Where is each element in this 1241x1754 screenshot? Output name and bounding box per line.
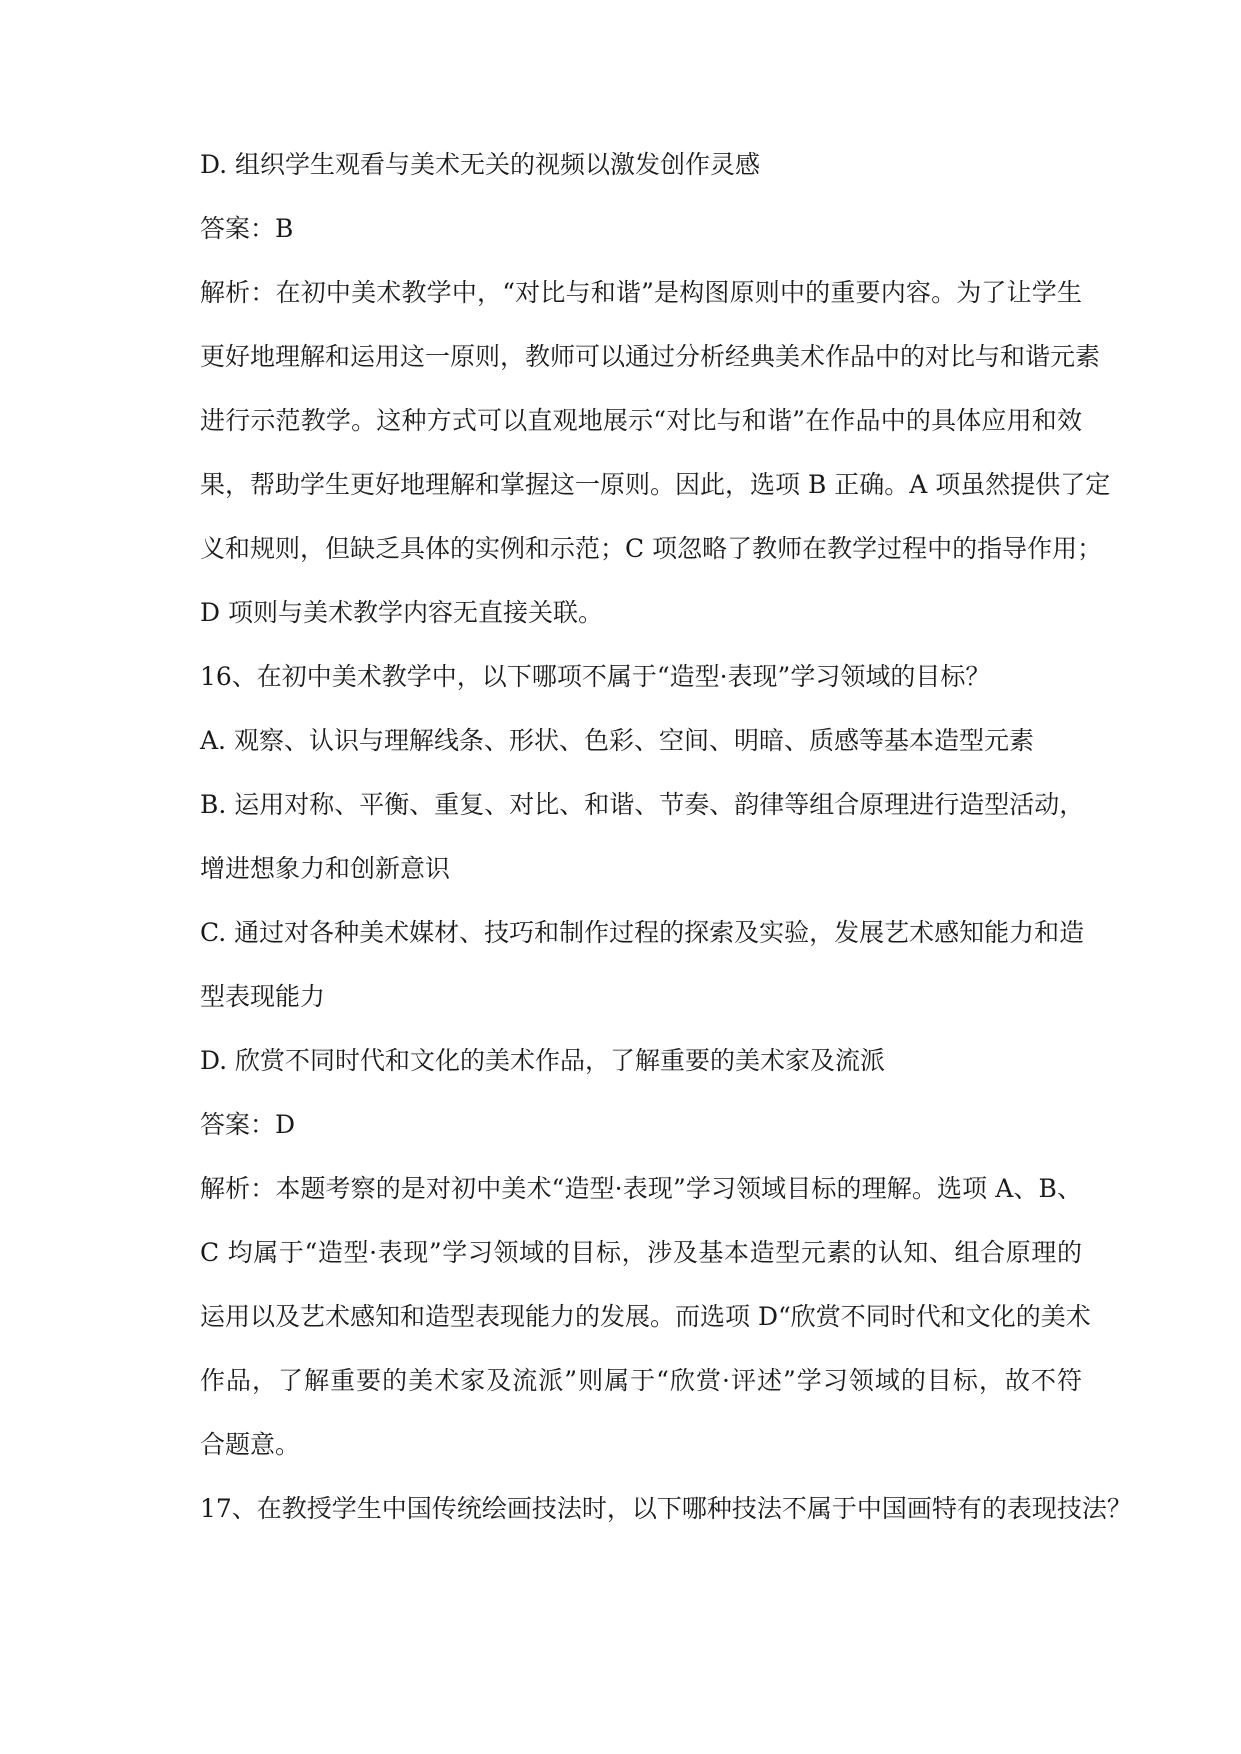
q15-answer: 答案：B [200, 214, 294, 243]
q16-option-b-line-2: 增进想象力和创新意识 [200, 854, 451, 883]
q16-explanation-line-4: 作品，了解重要的美术家及流派”则属于“欣赏·评述”学习领域的目标，故不符 [200, 1366, 1082, 1395]
q16-explanation-line-5: 合题意。 [200, 1430, 301, 1459]
q15-explanation-line-5: 义和规则，但缺乏具体的实例和示范；C 项忽略了教师在教学过程中的指导作用； [200, 534, 1103, 563]
q15-explanation-line-6: D 项则与美术教学内容无直接关联。 [200, 598, 603, 627]
q17-question: 17、在教授学生中国传统绘画技法时，以下哪种技法不属于中国画特有的表现技法？ [200, 1494, 1132, 1523]
q16-option-a: A. 观察、认识与理解线条、形状、色彩、空间、明暗、质感等基本造型元素 [200, 726, 1034, 755]
q16-explanation-line-2: C 均属于“造型·表现”学习领域的目标，涉及基本造型元素的认知、组合原理的 [200, 1238, 1082, 1267]
q16-option-b-line-1: B. 运用对称、平衡、重复、对比、和谐、节奏、韵律等组合原理进行造型活动， [200, 790, 1085, 819]
q16-option-c-line-2: 型表现能力 [200, 982, 326, 1011]
q16-explanation-line-1: 解析：本题考察的是对初中美术“造型·表现”学习领域目标的理解。选项 A、B、 [200, 1174, 1082, 1203]
q15-explanation-line-2: 更好地理解和运用这一原则，教师可以通过分析经典美术作品中的对比与和谐元素 [200, 342, 1101, 371]
q16-answer: 答案：D [200, 1110, 296, 1139]
q15-explanation-line-1: 解析：在初中美术教学中，“对比与和谐”是构图原则中的重要内容。为了让学生 [200, 278, 1082, 307]
q16-question: 16、在初中美术教学中，以下哪项不属于“造型·表现”学习领域的目标？ [200, 662, 991, 691]
q15-explanation-line-4: 果，帮助学生更好地理解和掌握这一原则。因此，选项 B 正确。A 项虽然提供了定 [200, 470, 1111, 499]
q16-option-d: D. 欣赏不同时代和文化的美术作品，了解重要的美术家及流派 [200, 1046, 886, 1075]
q15-option-d: D. 组织学生观看与美术无关的视频以激发创作灵感 [200, 150, 761, 179]
q15-explanation-line-3: 进行示范教学。这种方式可以直观地展示“对比与和谐”在作品中的具体应用和效 [200, 406, 1082, 435]
q16-option-c-line-1: C. 通过对各种美术媒材、技巧和制作过程的探索及实验，发展艺术感知能力和造 [200, 918, 1085, 947]
q16-explanation-line-3: 运用以及艺术感知和造型表现能力的发展。而选项 D“欣赏不同时代和文化的美术 [200, 1302, 1091, 1331]
